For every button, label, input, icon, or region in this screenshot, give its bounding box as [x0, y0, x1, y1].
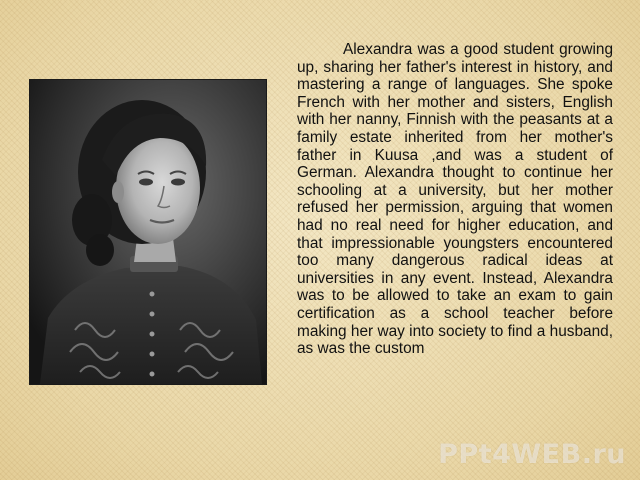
watermark: PPt4WEB.ru	[438, 439, 626, 470]
portrait-photo	[30, 80, 266, 384]
body-paragraph: Alexandra was a good student growing up, sharing her father's interest in history, and mastering a range of languages. She spoke French with her mother and sisters, English with her nanny, Finnish with the peasants at a family estate inherited from her mother's father in Kuusa ,and was a student of German. Alexandra thought to continue her schooling at a university, but her mother refused her permission, arguing that women had no real need for higher education, and that impressionable youngsters encountered too many dangerous radical ideas at universities in any event. Instead, Alexandra was to be allowed to take an exam to gain certification as a school teacher before making her way into society to find a husband, as was the custom	[297, 41, 613, 358]
portrait-image-icon	[30, 80, 266, 384]
